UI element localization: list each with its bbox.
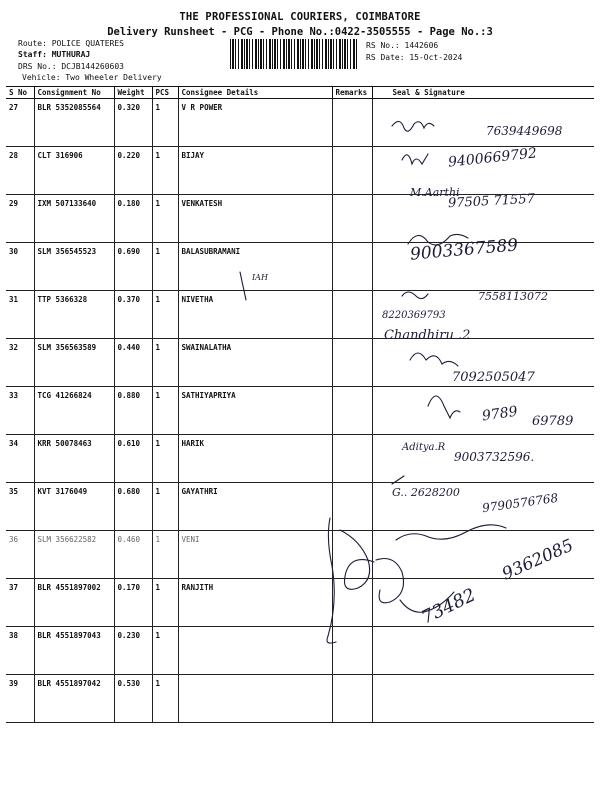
row-weight: 0.230 bbox=[114, 627, 152, 675]
row-pcs: 1 bbox=[152, 483, 178, 531]
row-consignment: KVT 3176049 bbox=[34, 483, 114, 531]
handwritten-phone: 97505 71557 bbox=[447, 191, 536, 212]
row-consignment: CLT 316906 bbox=[34, 147, 114, 195]
row-pcs: 1 bbox=[152, 99, 178, 147]
handwritten-name: M.Aarthi bbox=[410, 186, 460, 199]
row-consignment: BLR 4551897043 bbox=[34, 627, 114, 675]
row-consignment: TTP 5366328 bbox=[34, 291, 114, 339]
company-title: THE PROFESSIONAL COURIERS, COIMBATORE bbox=[179, 11, 421, 23]
row-consignment: IXM 507133640 bbox=[34, 195, 114, 243]
row-sno: 37 bbox=[6, 579, 34, 627]
row-consignee: NIVETHA bbox=[178, 291, 332, 339]
row-pcs: 1 bbox=[152, 291, 178, 339]
runsheet-subtitle: Delivery Runsheet - PCG - Phone No.:0422-3505555 - Page No.:3 bbox=[107, 26, 493, 38]
handwritten-phone: 8220369793 bbox=[382, 310, 446, 321]
col-consignee: Consignee Details bbox=[178, 87, 332, 99]
row-consignee: SWAINALATHA bbox=[178, 339, 332, 387]
row-consignee: RANJITH bbox=[178, 579, 332, 627]
row-pcs: 1 bbox=[152, 387, 178, 435]
handwritten-phone: 7639449698 bbox=[486, 124, 563, 138]
handwritten-phone: 9362085 bbox=[499, 535, 577, 585]
rs-date: RS Date: 15-Oct-2024 bbox=[366, 53, 463, 62]
col-sno: S No bbox=[6, 87, 34, 99]
row-pcs: 1 bbox=[152, 339, 178, 387]
col-consignment: Consignment No bbox=[34, 87, 114, 99]
col-remarks: Remarks bbox=[332, 87, 372, 99]
handwritten-phone: G.. 2628200 bbox=[392, 486, 460, 499]
row-weight: 0.220 bbox=[114, 147, 152, 195]
row-consignee: BALASUBRAMANI bbox=[178, 243, 332, 291]
row-weight: 0.440 bbox=[114, 339, 152, 387]
handwritten-phone: 9789 bbox=[481, 403, 519, 425]
row-sno: 30 bbox=[6, 243, 34, 291]
row-pcs: 1 bbox=[152, 147, 178, 195]
row-pcs: 1 bbox=[152, 579, 178, 627]
row-pcs: 1 bbox=[152, 627, 178, 675]
row-consignee: SATHIYAPRIYA bbox=[178, 387, 332, 435]
row-sno: 35 bbox=[6, 483, 34, 531]
row-sno: 34 bbox=[6, 435, 34, 483]
row-pcs: 1 bbox=[152, 435, 178, 483]
handwritten-phone: 69789 bbox=[532, 414, 574, 429]
handwritten-phone: 9003367589 bbox=[409, 235, 519, 265]
row-sno: 31 bbox=[6, 291, 34, 339]
row-weight: 0.610 bbox=[114, 435, 152, 483]
row-consignment: SLM 356563589 bbox=[34, 339, 114, 387]
rs-number: RS No.: 1442606 bbox=[366, 41, 439, 50]
row-consignment: BLR 4551897042 bbox=[34, 675, 114, 723]
row-consignee: GAYATHRI bbox=[178, 483, 332, 531]
row-sno: 36 bbox=[6, 531, 34, 579]
row-weight: 0.180 bbox=[114, 195, 152, 243]
row-consignment: BLR 4551897002 bbox=[34, 579, 114, 627]
row-pcs: 1 bbox=[152, 195, 178, 243]
handwritten-phone: 73482 bbox=[418, 584, 479, 629]
row-sno: 29 bbox=[6, 195, 34, 243]
row-consignment: BLR 5352085564 bbox=[34, 99, 114, 147]
handwritten-name: Chandhiru .2 bbox=[384, 328, 471, 343]
row-consignment: KRR 50078463 bbox=[34, 435, 114, 483]
row-consignment: TCG 41266824 bbox=[34, 387, 114, 435]
row-consignee: HARIK bbox=[178, 435, 332, 483]
route-label: Route: POLICE QUATERES bbox=[18, 39, 124, 48]
row-weight: 0.530 bbox=[114, 675, 152, 723]
handwritten-phone: 9790576768 bbox=[481, 490, 559, 516]
row-consignment: SLM 356545523 bbox=[34, 243, 114, 291]
row-pcs: 1 bbox=[152, 531, 178, 579]
row-sno: 38 bbox=[6, 627, 34, 675]
row-sno: 28 bbox=[6, 147, 34, 195]
row-consignee: BIJAY bbox=[178, 147, 332, 195]
row-sno: 27 bbox=[6, 99, 34, 147]
drs-number: DRS No.: DCJB144260603 bbox=[18, 62, 124, 71]
row-weight: 0.680 bbox=[114, 483, 152, 531]
row-weight: 0.370 bbox=[114, 291, 152, 339]
row-weight: 0.170 bbox=[114, 579, 152, 627]
handwritten-note: IAH bbox=[252, 273, 268, 282]
row-sno: 32 bbox=[6, 339, 34, 387]
row-pcs: 1 bbox=[152, 243, 178, 291]
col-pcs: PCS bbox=[152, 87, 178, 99]
row-pcs: 1 bbox=[152, 675, 178, 723]
col-weight: Weight bbox=[114, 87, 152, 99]
row-consignment: SLM 356622582 bbox=[34, 531, 114, 579]
handwritten-phone: 9003732596. bbox=[454, 450, 535, 464]
handwritten-phone: 7558113072 bbox=[478, 290, 548, 303]
row-consignee: VENI bbox=[178, 531, 332, 579]
row-weight: 0.460 bbox=[114, 531, 152, 579]
row-sno: 39 bbox=[6, 675, 34, 723]
staff-label: Staff: MUTHURAJ bbox=[18, 50, 91, 59]
vehicle-label: Vehicle: Two Wheeler Delivery bbox=[22, 73, 162, 82]
row-sno: 33 bbox=[6, 387, 34, 435]
handwritten-name: Aditya.R bbox=[402, 442, 446, 453]
row-weight: 0.880 bbox=[114, 387, 152, 435]
row-consignee: VENKATESH bbox=[178, 195, 332, 243]
row-consignee: V R POWER bbox=[178, 99, 332, 147]
handwritten-phone: 9400669792 bbox=[447, 145, 538, 171]
row-weight: 0.320 bbox=[114, 99, 152, 147]
handwritten-phone: 7092505047 bbox=[452, 370, 535, 385]
col-signature: Seal & Signature bbox=[372, 87, 594, 99]
row-weight: 0.690 bbox=[114, 243, 152, 291]
